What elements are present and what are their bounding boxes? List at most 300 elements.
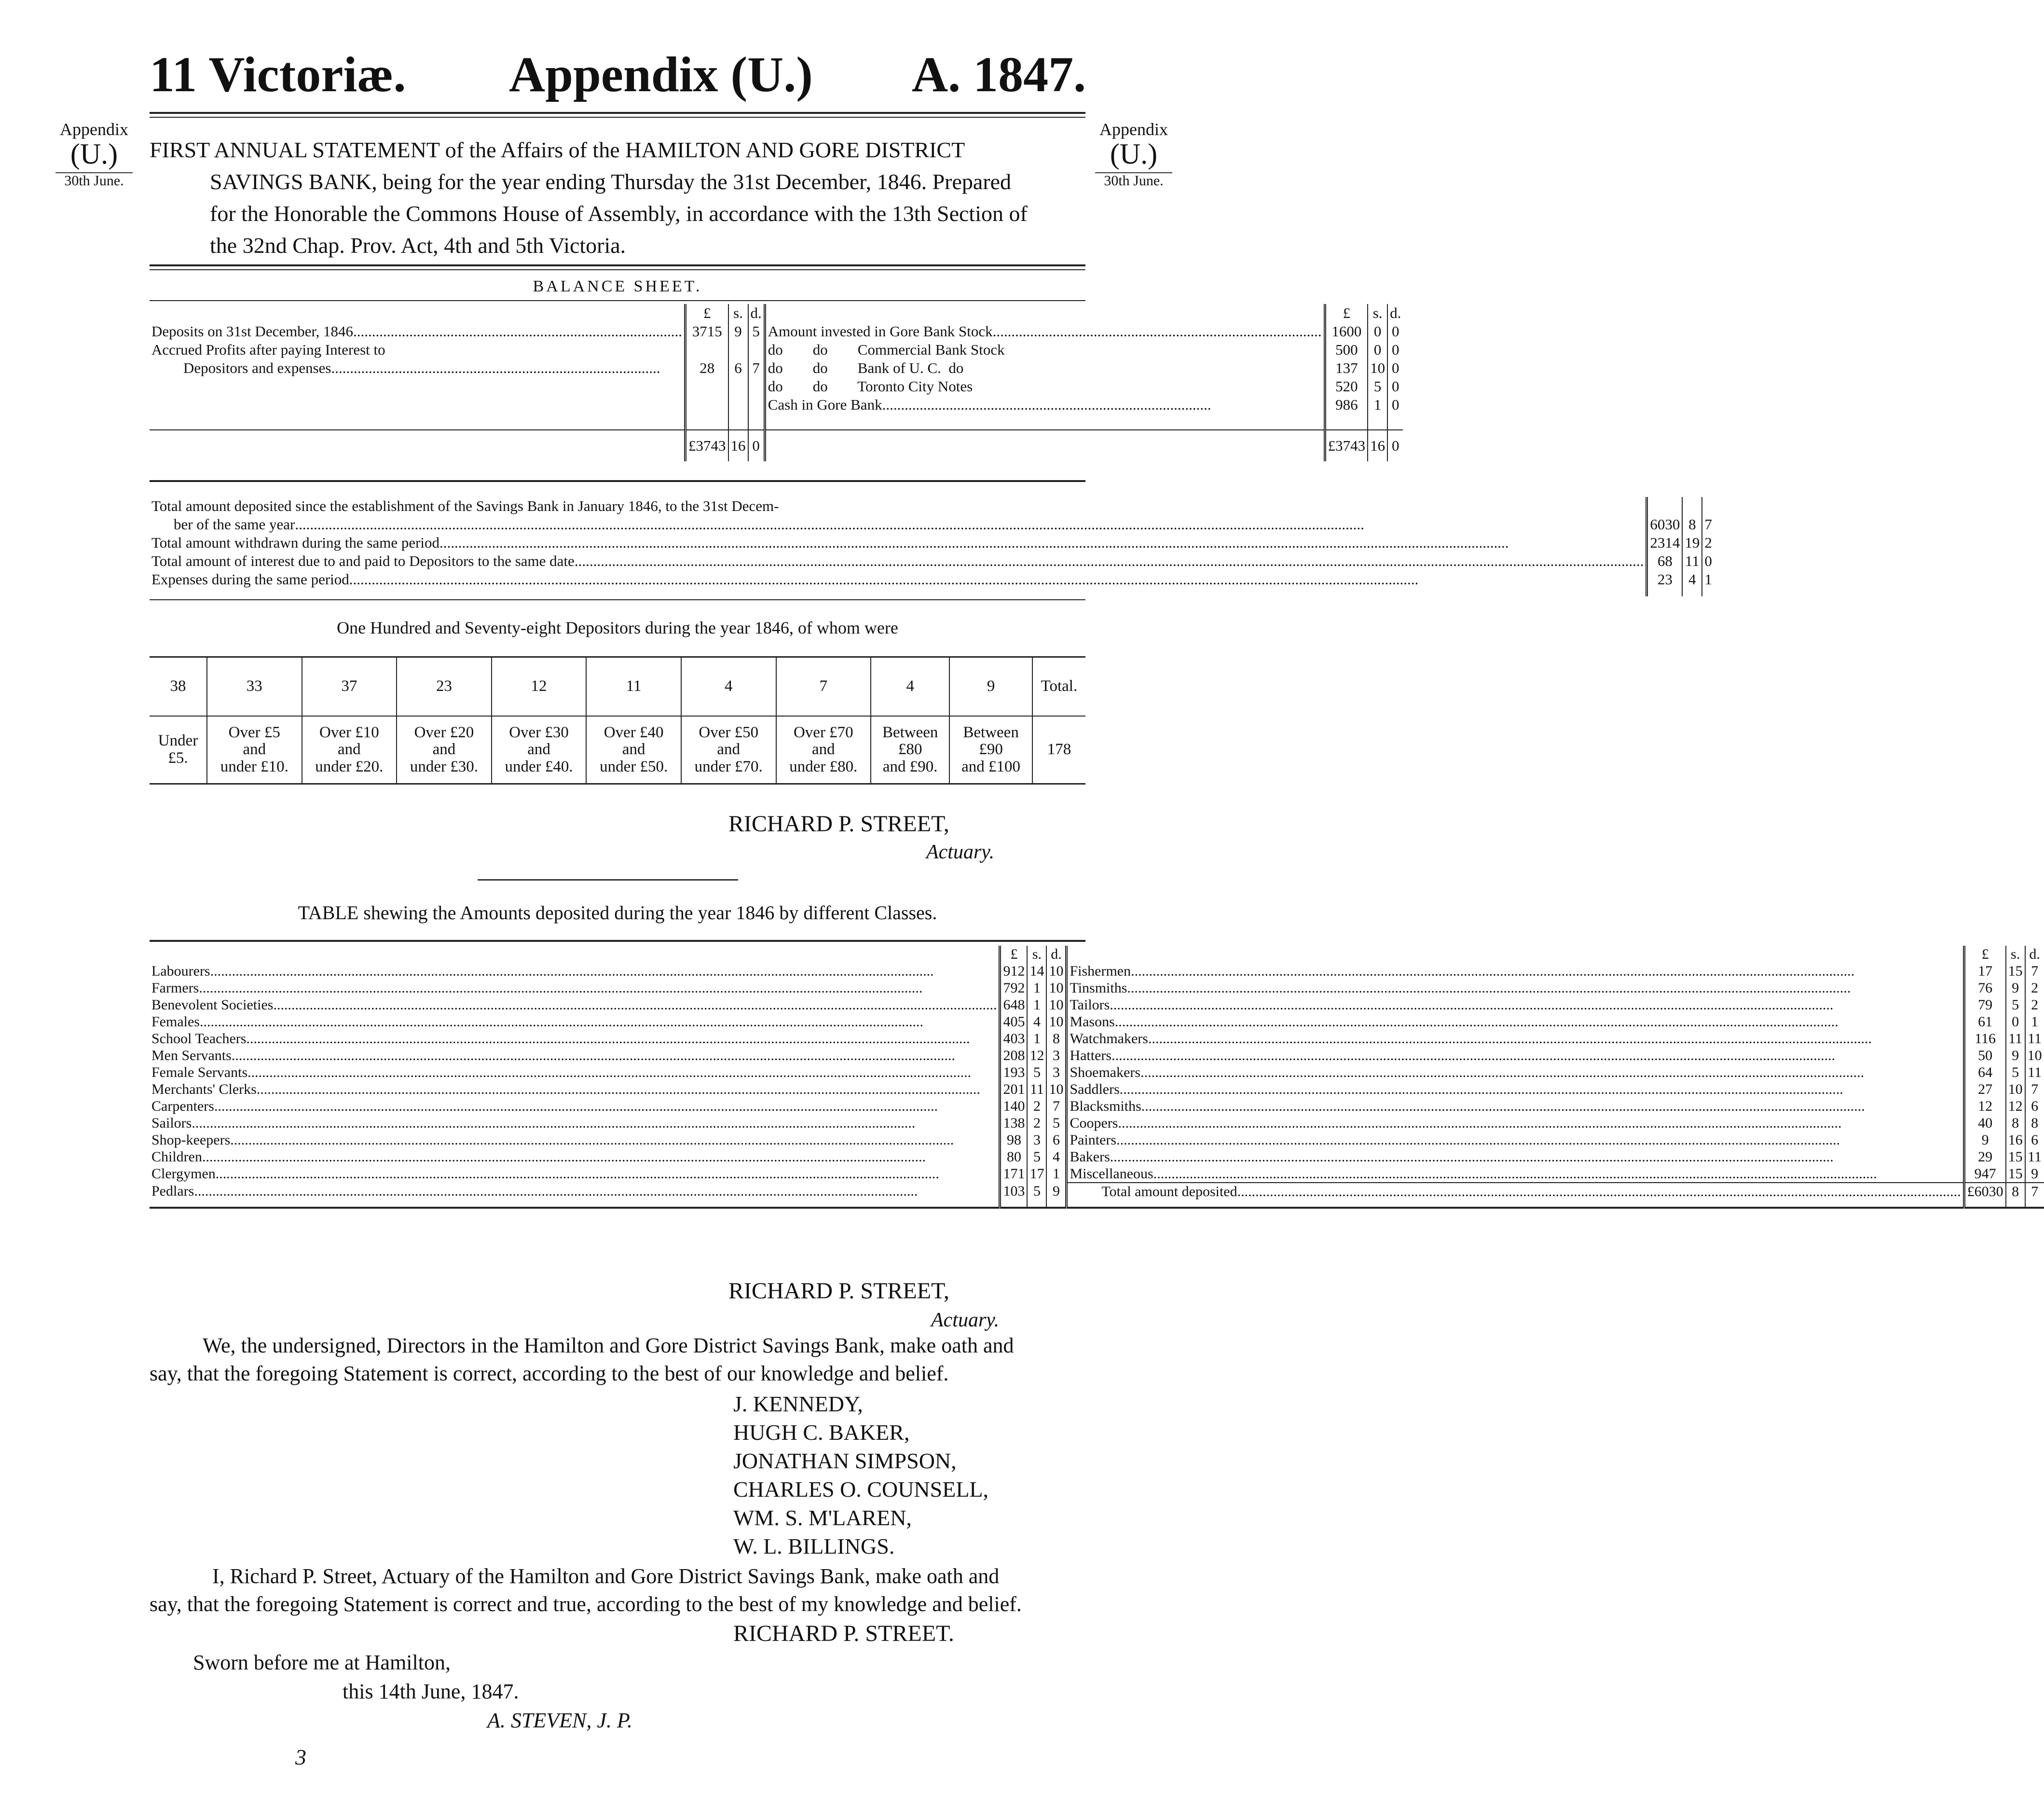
cell-pounds: 61 — [1964, 1013, 2006, 1030]
cell-shillings: 9 — [2006, 1047, 2025, 1064]
table-row — [150, 716, 1085, 784]
label-cell — [150, 1165, 1000, 1183]
cell-shillings: 4 — [1682, 570, 1702, 589]
label-cell — [150, 1115, 1000, 1131]
cell-shillings: 3 — [1027, 1131, 1046, 1148]
range-line: and £100 — [961, 758, 1021, 775]
leader-dots: ........................................................................................................................................................................................................ — [1110, 997, 1834, 1013]
cell-pounds: 64 — [1964, 1064, 2006, 1081]
header-rule-thin — [150, 117, 1085, 118]
label-cell — [150, 1081, 1000, 1098]
cell-pence: 0 — [1387, 341, 1403, 359]
label-leader — [151, 1013, 997, 1030]
row-label: Hatters — [1070, 1048, 1112, 1063]
cell-pounds: 68 — [1647, 552, 1683, 570]
table-row — [150, 341, 1403, 359]
label-cell — [1067, 1165, 1964, 1183]
cell-pounds: 6030 — [1647, 515, 1683, 534]
label-cell — [1067, 1081, 1964, 1098]
balance-sheet-title: BALANCE SHEET. — [533, 277, 702, 295]
leader-dots: ........................................................................................................................................................................................................ — [214, 1098, 938, 1114]
label-cell — [1067, 1115, 1964, 1131]
justice-of-peace: A. STEVEN, J. P. — [487, 1709, 633, 1732]
range-line: and — [338, 741, 361, 759]
cell-pence: 8 — [2025, 1115, 2044, 1131]
cell-pence: 0 — [1387, 359, 1403, 377]
margin-label: Appendix — [1099, 120, 1168, 139]
leader-dots: ........................................................................................................................................................................................................ — [230, 1132, 954, 1148]
row-label: Pedlars — [151, 1183, 194, 1199]
cell-shillings: 2 — [1027, 1115, 1046, 1131]
cell-shillings: 2 — [1027, 1098, 1046, 1115]
balance-sheet-table — [150, 304, 1403, 461]
label-leader — [1070, 1013, 1961, 1030]
leader-dots: ........................................................................................................................................................................................................ — [199, 980, 923, 996]
cell-pence: 11 — [2025, 1030, 2044, 1047]
row-label: Cash in Gore Bank — [768, 396, 882, 413]
cell-shillings: 9 — [2006, 979, 2025, 996]
label-cell — [1067, 1030, 1964, 1047]
range-line: Under — [158, 732, 198, 750]
cell-shillings: 10 — [1368, 359, 1387, 377]
sworn-line: Sworn before me at Hamilton, — [193, 1651, 451, 1674]
range-line: Between — [882, 723, 938, 741]
leader-dots: ........................................................................................................................................................................................................ — [246, 1031, 970, 1047]
label-leader — [1070, 979, 1961, 996]
cell-pence: 3 — [1046, 1047, 1067, 1064]
cell-shillings: 5 — [1368, 377, 1387, 396]
label-cell — [150, 1064, 1000, 1081]
cell-shillings: 9 — [728, 322, 748, 341]
label-leader — [151, 979, 997, 996]
cell-pounds: 405 — [1000, 1013, 1028, 1030]
range-line: and £90. — [882, 758, 938, 775]
total-shillings: 8 — [2006, 1183, 2025, 1200]
row-label: ber of the same year — [174, 516, 295, 533]
cell-pounds: 17 — [1964, 963, 2006, 979]
table-row — [150, 589, 1714, 596]
cell-pounds: 50 — [1964, 1047, 2006, 1064]
label-leader — [151, 1047, 997, 1064]
cell-pence: 6 — [2025, 1098, 2044, 1115]
count-cell: 38 — [150, 657, 207, 717]
currency-head: d. — [2025, 946, 2044, 963]
running-head-right: A. 1847. — [912, 47, 1086, 102]
range-line: Over £5 — [228, 723, 280, 741]
range-line: and — [432, 741, 456, 759]
label-leader — [151, 1131, 997, 1148]
row-label: Bakers — [1070, 1149, 1110, 1165]
cell-pounds: 28 — [686, 359, 728, 377]
count-cell: 7 — [776, 657, 871, 717]
empty-cell — [2025, 1200, 2044, 1208]
cell-pence: 3 — [1046, 1064, 1067, 1081]
director-name: JONATHAN SIMPSON, — [733, 1448, 957, 1473]
label-cell — [150, 1183, 1000, 1200]
cell-pounds: 208 — [1000, 1047, 1028, 1064]
margin-note-right — [1078, 121, 1189, 188]
leader-dots: ........................................................................................................................................................................................................ — [273, 997, 997, 1013]
cell-pounds: 23 — [1647, 570, 1683, 589]
cell-shillings: 17 — [1027, 1165, 1046, 1183]
row-label: Tailors — [1070, 997, 1110, 1013]
label-cell — [1067, 996, 1964, 1013]
cell-pounds: 947 — [1964, 1165, 2006, 1183]
label-cell — [150, 963, 1000, 979]
leader-dots: ........................................................................................................................................................................................................ — [202, 1149, 926, 1165]
leader-dots: ........................................................................................................................................................................................................ — [1118, 1115, 1842, 1131]
cell-pounds: 116 — [1964, 1030, 2006, 1047]
row-label: Blacksmiths — [1070, 1098, 1141, 1114]
label-leader — [151, 1064, 997, 1081]
cell-shillings: 15 — [2006, 963, 2025, 979]
cell-pence: 2 — [2025, 996, 2044, 1013]
leader-dots: ........................................................................................................................................................................................................ — [194, 1183, 918, 1199]
cell-pence: 10 — [1046, 1013, 1067, 1030]
leader-dots: ........................................................................................................................................................................................................ — [199, 1014, 923, 1030]
intro-line: FIRST ANNUAL STATEMENT of the Affairs of the HAMILTON AND GORE DISTRICT — [150, 138, 965, 162]
cell-pence: 10 — [1046, 996, 1067, 1013]
count-cell: 4 — [871, 657, 949, 717]
table-row — [150, 1030, 2044, 1047]
cell-shillings: 11 — [2006, 1030, 2025, 1047]
range-cell — [492, 716, 587, 784]
range-line: under £30. — [410, 758, 479, 775]
cell-pounds: 3715 — [686, 322, 728, 341]
empty-cell — [1046, 1200, 1067, 1208]
oath-line: say, that the foregoing Statement is correct, according to the best of our knowledge and belief. — [150, 1362, 949, 1385]
range-line: under £20. — [315, 758, 384, 775]
total-pence: 7 — [2025, 1183, 2044, 1200]
row-label: do do Commercial Bank Stock — [765, 341, 1325, 359]
sworn-date: this 14th June, 1847. — [343, 1680, 519, 1703]
section-rule — [150, 264, 1085, 266]
director-name: WM. S. M'LAREN, — [733, 1505, 912, 1530]
cell-pence: 5 — [748, 322, 765, 341]
balance-sheet-rule — [150, 300, 1085, 301]
row-label: Shop-keepers — [151, 1132, 231, 1148]
range-cell — [776, 716, 871, 784]
cell-pounds: 138 — [1000, 1115, 1028, 1131]
count-cell: 23 — [397, 657, 492, 717]
cell-shillings: 4 — [1027, 1013, 1046, 1030]
director-name: W. L. BILLINGS. — [733, 1534, 895, 1559]
cell-pence: 1 — [2025, 1013, 2044, 1030]
label-cell — [1067, 979, 1964, 996]
cell-pounds: 98 — [1000, 1131, 1028, 1148]
table-row — [150, 1013, 2044, 1030]
currency-head: s. — [1027, 946, 1046, 963]
range-line: £80 — [898, 741, 922, 759]
table-row: Total amount withdrawn during the same period .............................................................................................................................................................................................................................................................................................. 2314 19 2 — [150, 534, 1714, 552]
total-pounds: £3743 — [1325, 430, 1368, 461]
cell-pounds: 171 — [1000, 1165, 1028, 1183]
oath-line: We, the undersigned, Directors in the Hamilton and Gore District Savings Bank, make oath and — [203, 1334, 1014, 1357]
cell-pence: 11 — [2025, 1064, 2044, 1081]
label-leader — [151, 1183, 997, 1200]
table-row: ber of the same year .............................................................................................................................................................................................................................................................................................. 6030 8 7 — [150, 515, 1714, 534]
cell-shillings: 15 — [2006, 1148, 2025, 1165]
range-cell — [681, 716, 776, 784]
count-cell: 11 — [586, 657, 681, 717]
leader-dots: ........................................................................................................................................................................................................ — [215, 1166, 939, 1182]
total-shillings: 16 — [728, 430, 748, 461]
label-cell — [150, 996, 1000, 1013]
range-cell — [302, 716, 397, 784]
classes-table-body — [150, 946, 2044, 1208]
cell-shillings: 5 — [2006, 996, 2025, 1013]
cell-pence: 10 — [1046, 963, 1067, 979]
range-line: £5. — [168, 749, 188, 767]
total-pounds: £6030 — [1964, 1183, 2006, 1200]
header-rule — [150, 112, 1085, 114]
currency-head: £ — [686, 304, 728, 322]
directors-signatures — [733, 1390, 988, 1560]
range-line: under £80. — [789, 758, 858, 775]
leader-dots: ........................................................................................................................................................................................................ — [1114, 1014, 1838, 1030]
cell-pounds: 29 — [1964, 1148, 2006, 1165]
range-line: Over £30 — [509, 723, 569, 741]
range-line: Over £10 — [319, 723, 379, 741]
table-row — [150, 963, 2044, 979]
intro-line: for the Honorable the Commons House of Assembly, in accordance with the 13th Section of — [210, 201, 1028, 226]
row-label: Watchmakers — [1070, 1031, 1148, 1047]
cell-pence: 1 — [1046, 1165, 1067, 1183]
cell-pence: 2 — [2025, 979, 2044, 996]
table-row — [150, 1183, 2044, 1200]
cell-pounds: 79 — [1964, 996, 2006, 1013]
intro-paragraph — [150, 134, 1085, 262]
cell-pence: 7 — [1046, 1098, 1067, 1115]
table-row — [150, 304, 1403, 322]
row-label: Merchants' Clerks — [151, 1081, 257, 1097]
label-leader — [151, 963, 997, 979]
cell-pence: 10 — [1046, 979, 1067, 996]
oath-line: say, that the foregoing Statement is correct and true, according to the best of my knowledge and belief. — [150, 1592, 1022, 1616]
cell-pounds: 193 — [1000, 1064, 1028, 1081]
row-label: School Teachers — [151, 1031, 247, 1047]
row-label: Female Servants — [151, 1064, 248, 1080]
cell-shillings: 5 — [1027, 1064, 1046, 1081]
page-number: 3 — [295, 1745, 306, 1769]
cell-shillings: 19 — [1682, 534, 1702, 552]
row-label: Total amount withdrawn during the same period — [151, 534, 440, 551]
table-row: Cash in Gore Bank ........................................................................................ 986 1 0 — [150, 396, 1403, 414]
cell-shillings: 10 — [2006, 1081, 2025, 1098]
cell-pounds: 103 — [1000, 1183, 1028, 1200]
empty-cell — [1027, 1200, 1046, 1208]
label-cell — [1067, 963, 1964, 979]
actuary-title: Actuary. — [931, 1309, 1000, 1331]
total-pounds: £3743 — [686, 430, 728, 461]
row-label: Depositors and expenses — [183, 359, 331, 376]
label-cell — [1067, 1013, 1964, 1030]
table-row: Expenses during the same period .............................................................................................................................................................................................................................................................................................. 23 4 1 — [150, 570, 1714, 589]
margin-letter: (U.) — [1110, 138, 1158, 170]
label-leader — [151, 1081, 997, 1098]
label-cell — [150, 1131, 1000, 1148]
cell-shillings: 6 — [728, 359, 748, 377]
leader-dots: ........................................................................................................................................................................................................ — [1111, 1048, 1836, 1063]
label-leader — [151, 996, 997, 1013]
currency-head: d. — [1046, 946, 1067, 963]
range-line: Over £50 — [699, 723, 759, 741]
row-label: Coopers — [1070, 1115, 1118, 1131]
table-row — [150, 996, 2044, 1013]
table-row — [150, 1115, 2044, 1131]
cell-shillings: 5 — [1027, 1148, 1046, 1165]
label-leader — [1070, 1030, 1961, 1047]
range-line: Over £40 — [604, 723, 664, 741]
table-row — [150, 1131, 2044, 1148]
label-leader — [151, 1148, 997, 1165]
cell-shillings: 0 — [1368, 322, 1387, 341]
ornamental-rule — [478, 879, 738, 881]
total-shillings: 16 — [1368, 430, 1387, 461]
table-row-bottom — [150, 1200, 2044, 1208]
table-row — [150, 1165, 2044, 1183]
range-cell — [397, 716, 492, 784]
actuary-name: RICHARD P. STREET, — [728, 811, 949, 837]
cell-shillings: 1 — [1368, 396, 1387, 414]
cell-pounds: 648 — [1000, 996, 1028, 1013]
cell-pence: 7 — [2025, 963, 2044, 979]
cell-shillings: 1 — [1027, 979, 1046, 996]
range-line: and — [812, 741, 835, 759]
row-label: Total amount of interest due to and paid to Depositors to the same date — [151, 552, 575, 569]
label-leader — [151, 1115, 997, 1131]
actuary-name: RICHARD P. STREET, — [728, 1278, 949, 1304]
total-pence: 0 — [1387, 430, 1403, 461]
row-label: Masons — [1070, 1014, 1115, 1030]
label-leader — [1070, 1064, 1961, 1081]
cell-pence: 9 — [1046, 1183, 1067, 1200]
cell-shillings: 8 — [1682, 515, 1702, 534]
currency-head: £ — [1000, 946, 1028, 963]
row-label: Deposits on 31st December, 1846 — [151, 323, 354, 340]
label-cell — [1067, 1047, 1964, 1064]
total-row — [150, 430, 1403, 461]
cell-shillings: 1 — [1027, 1030, 1046, 1047]
leader-dots: ........................................................................................................................................................................................................ — [256, 1081, 980, 1097]
cell-pounds: 40 — [1964, 1115, 2006, 1131]
table-row: Depositors and expenses ........................................................................................ 28 6 7 do do Bank of U. C. do 137 10 0 — [150, 359, 1403, 377]
label-cell — [150, 1047, 1000, 1064]
row-label: Painters — [1070, 1132, 1117, 1148]
cell-pounds: 792 — [1000, 979, 1028, 996]
table-row — [150, 1064, 2044, 1081]
leader-dots: ........................................................................................................................................................................................................ — [1127, 980, 1851, 996]
range-line: under £40. — [505, 758, 573, 775]
currency-head: s. — [2006, 946, 2025, 963]
label-cell — [1067, 1064, 1964, 1081]
margin-letter: (U.) — [70, 138, 118, 170]
table-row — [150, 414, 1403, 430]
cell-pence: 10 — [1046, 1081, 1067, 1098]
leader-dots: ........................................................................................................................................................................................................ — [1116, 1132, 1840, 1148]
depositors-caption: One Hundred and Seventy-eight Depositors during the year 1846, of whom were — [337, 618, 898, 637]
leader-dots: ........................................................................................................................................................................................................ — [1140, 1064, 1865, 1080]
row-label: Carpenters — [151, 1098, 214, 1114]
range-line: Between — [963, 723, 1019, 741]
cell-pounds: 76 — [1964, 979, 2006, 996]
label-leader — [1070, 996, 1961, 1013]
cell-pence: 8 — [1046, 1030, 1067, 1047]
empty-cell — [1000, 1200, 1028, 1208]
label-leader — [1101, 1183, 1961, 1200]
cell-shillings: 5 — [1027, 1183, 1046, 1200]
actuary-title: Actuary. — [926, 841, 995, 863]
row-label: Amount invested in Gore Bank Stock — [768, 323, 993, 340]
cell-pounds: 2314 — [1647, 534, 1683, 552]
row-label: Expenses during the same period — [151, 571, 349, 588]
totals-table — [150, 497, 1714, 596]
cell-pence: 0 — [1702, 552, 1714, 570]
leader-dots: ........................................................................................................................................................................................................ — [1110, 1149, 1834, 1165]
cell-pence: 10 — [2025, 1047, 2044, 1064]
cell-pounds: 12 — [1964, 1098, 2006, 1115]
label-cell — [1067, 1131, 1964, 1148]
row-label: Accrued Profits after paying Interest to — [151, 341, 385, 358]
row-label: Clergymen — [151, 1166, 216, 1182]
range-line: and — [717, 741, 741, 759]
empty-cell — [1067, 1200, 1964, 1208]
cell-shillings: 1 — [1027, 996, 1046, 1013]
total-cell: 178 — [1032, 716, 1085, 784]
cell-shillings: 0 — [1368, 341, 1387, 359]
cell-pounds: 80 — [1000, 1148, 1028, 1165]
cell-pounds: 201 — [1000, 1081, 1028, 1098]
label-leader — [1070, 1081, 1961, 1098]
range-line: and — [243, 741, 266, 759]
cell-shillings: 5 — [2006, 1064, 2025, 1081]
count-cell: 37 — [302, 657, 397, 717]
margin-date: 30th June. — [64, 172, 124, 189]
margin-note-left — [39, 121, 150, 188]
table-row — [150, 1148, 2044, 1165]
table-row: Deposits on 31st December, 1846 ........................................................................................ 3715 9 5 Amount invested in Gore Bank Stock ........................................................................................ 1600 0 0 — [150, 322, 1403, 341]
margin-label: Appendix — [60, 120, 128, 139]
actuary-signature: RICHARD P. STREET. — [733, 1621, 954, 1646]
label-leader — [151, 1098, 997, 1115]
cell-pence: 4 — [1046, 1148, 1067, 1165]
table-row — [150, 497, 1714, 515]
row-label: Tinsmiths — [1070, 980, 1127, 996]
total-label: Total. — [1032, 657, 1085, 717]
intro-line: SAVINGS BANK, being for the year ending Thursday the 31st December, 1846. Prepared — [210, 169, 1012, 194]
cell-pence: 0 — [1387, 377, 1403, 396]
oath-line: I, Richard P. Street, Actuary of the Hamilton and Gore District Savings Bank, make oath and — [212, 1564, 1000, 1588]
leader-dots: ........................................................................................................................................................................................................ — [192, 1115, 916, 1131]
count-cell: 4 — [681, 657, 776, 717]
cell-shillings: 14 — [1027, 963, 1046, 979]
cell-pence: 6 — [1046, 1131, 1067, 1148]
row-label: Benevolent Societies — [151, 997, 274, 1013]
row-label: Labourers — [151, 963, 210, 979]
range-cell — [949, 716, 1032, 784]
cell-pence: 5 — [1046, 1115, 1067, 1131]
running-head-center: Appendix (U.) — [509, 47, 813, 102]
label-cell — [150, 1030, 1000, 1047]
label-leader — [1070, 1098, 1961, 1115]
cell-pence: 0 — [1387, 322, 1403, 341]
row-label: Saddlers — [1070, 1081, 1120, 1097]
cell-shillings: 0 — [2006, 1013, 2025, 1030]
label-cell — [1067, 1148, 1964, 1165]
currency-head: s. — [1368, 304, 1387, 322]
currency-head: £ — [1964, 946, 2006, 963]
table-row — [150, 377, 1403, 396]
